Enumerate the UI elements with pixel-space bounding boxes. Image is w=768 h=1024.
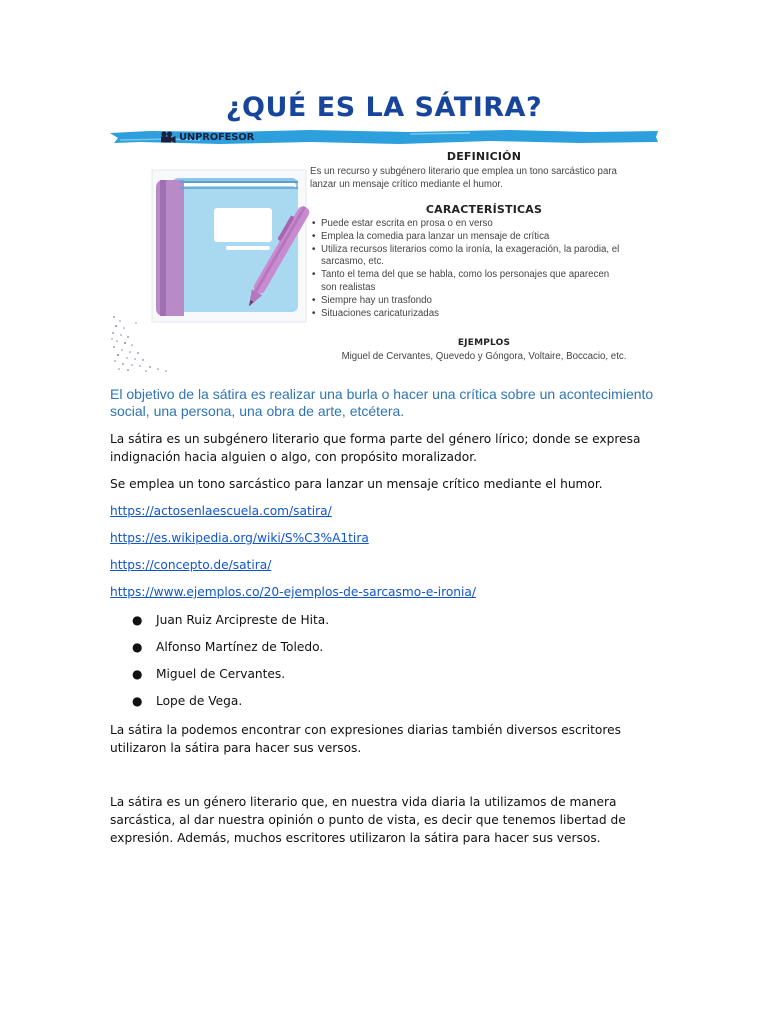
definition-text [310, 165, 658, 191]
list-item-continuation: son realistas [321, 281, 376, 293]
paragraph-tone: Se emplea un tono sarcástico para lanzar un mensaje crítico mediante el humor. [110, 477, 603, 491]
authors-list [110, 611, 329, 719]
list-item [110, 611, 329, 638]
bullet-marker: ● [132, 694, 143, 708]
infographic-text [310, 150, 658, 362]
objective-subtitle: El objetivo de la sátira es realizar una burla o hacer una crítica sobre un acontecimiento social, una persona, una obra de arte, etcétera. [110, 386, 654, 419]
characteristics-list [310, 218, 658, 320]
author-name: Alfonso Martínez de Toledo. [156, 640, 324, 654]
definition-line: lanzar un mensaje crítico mediante el humor. [310, 179, 503, 190]
author-name: Juan Ruiz Arcipreste de Hita. [156, 613, 330, 627]
list-item: • Puede estar escrita en prosa o en verso [310, 218, 658, 231]
unprofesor-logo [160, 128, 254, 146]
list-item: • Tanto el tema del que se habla, como los personajes que aparecen [310, 269, 658, 282]
definition-heading: DEFINICIÓN [446, 150, 522, 163]
list-item: • Situaciones caricaturizadas [310, 308, 658, 321]
infographic-title: ¿QUÉ ES LA SÁTIRA? [225, 92, 543, 123]
paragraph-expressions: La sátira la podemos encontrar con expresiones diarias también diversos escritores utilizaron la sátira para hacer sus versos. [110, 723, 621, 755]
list-item [110, 692, 329, 719]
notebook-pen-illustration [150, 164, 310, 324]
link-actosenlaescuela[interactable]: https://actosenlaescuela.com/satira/ [110, 504, 332, 518]
bullet-marker: ● [132, 640, 143, 654]
author-name: Miguel de Cervantes. [156, 667, 286, 681]
list-item-continuation: sarcasmo, etc. [321, 256, 384, 268]
list-item: • Siempre hay un trasfondo [310, 295, 658, 308]
list-item: • Utiliza recursos literarios como la ironía, la exageración, la parodia, el [310, 244, 658, 257]
link-ejemplos[interactable]: https://www.ejemplos.co/20-ejemplos-de-sarcasmo-e-ironia/ [110, 585, 476, 599]
examples-heading: EJEMPLOS [457, 338, 511, 349]
satira-infographic [110, 88, 658, 376]
camera-icon [160, 131, 176, 143]
paragraph-definition: La sátira es un subgénero literario que forma parte del género lírico; donde se expresa indignación hacia alguien o algo, con propósito moralizador. [110, 432, 641, 464]
characteristics-heading: CARACTERÍSTICAS [425, 203, 543, 216]
paragraph-daily-life: La sátira es un género literario que, en nuestra vida diaria la utilizamos de manera sarcástica, al dar nuestra opinión o punto de vista, es decir que tenemos libertad de expresión. Además, muchos escritores utilizaron la sátira para hacer sus versos. [110, 795, 626, 845]
definition-line: Es un recurso y subgénero literario que emplea un tono sarcástico para [310, 166, 617, 177]
bullet-marker: ● [132, 667, 143, 681]
link-concepto[interactable]: https://concepto.de/satira/ [110, 558, 272, 572]
list-item [110, 665, 329, 692]
decorative-dots [110, 313, 180, 373]
brand-name: UNPROFESOR [179, 131, 255, 143]
examples-text: Miguel de Cervantes, Quevedo y Góngora, Voltaire, Boccacio, etc. [341, 351, 627, 363]
list-item: • Emplea la comedia para lanzar un mensaje de crítica [310, 231, 658, 244]
author-name: Lope de Vega. [156, 694, 243, 708]
list-item [110, 638, 329, 665]
link-wikipedia[interactable]: https://es.wikipedia.org/wiki/S%C3%A1tira [110, 531, 369, 545]
bullet-marker: ● [132, 613, 143, 627]
